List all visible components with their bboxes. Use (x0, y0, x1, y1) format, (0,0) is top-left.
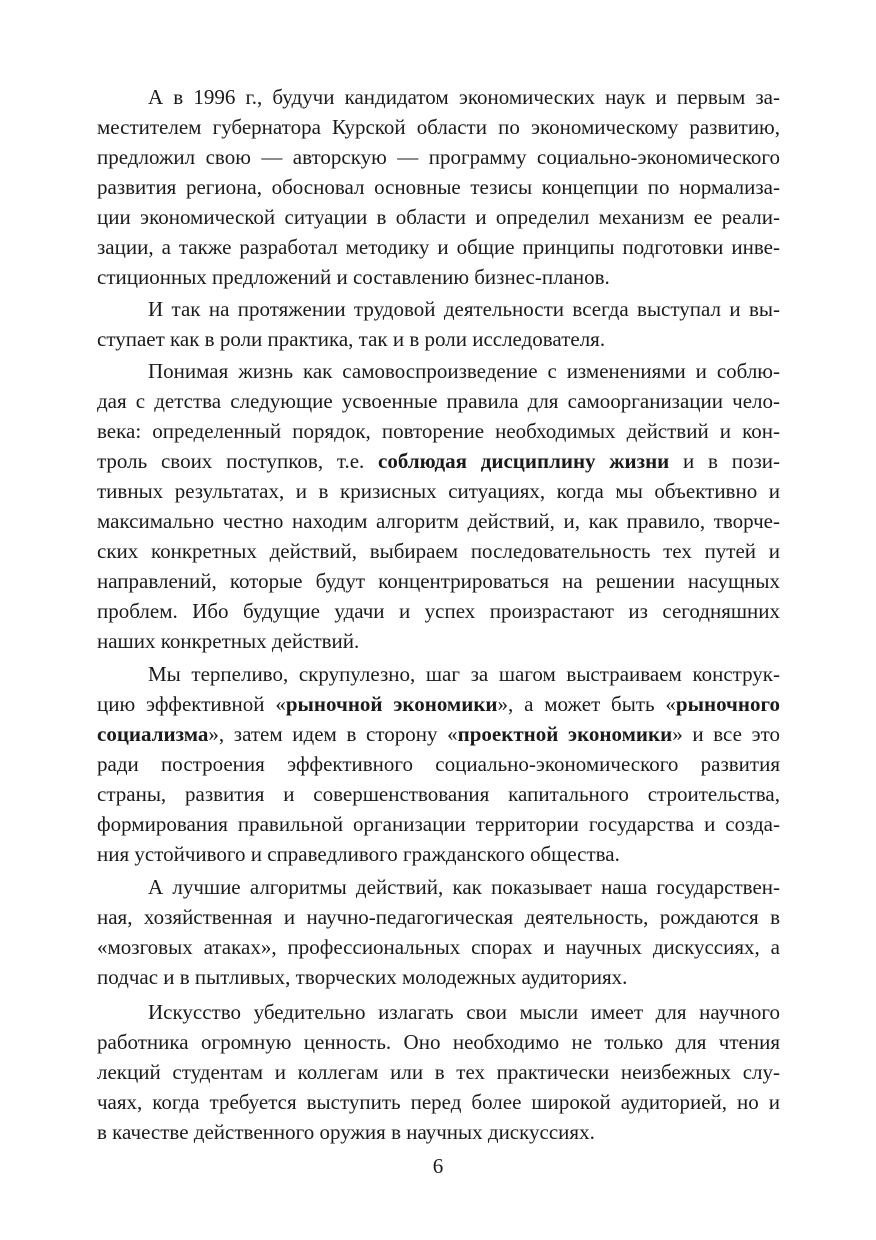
text-line (97, 536, 780, 566)
text-run: максимально честно находим алгоритм действий, и, как правило, творче- (97, 509, 780, 533)
text-line (97, 1117, 780, 1147)
text-run: ради построения эффективного социально-экономического развития (97, 752, 780, 776)
text-run: троль своих поступков, т.е. (97, 449, 379, 473)
paragraph (97, 659, 780, 869)
text-run: местителем губернатора Курской области по экономическому развитию, (97, 115, 780, 139)
paragraph (97, 872, 780, 992)
text-run: работника огромную ценность. Оно необходимо не только для чтения (97, 1030, 780, 1054)
text-line (97, 324, 780, 354)
text-run: », затем идем в сторону « (208, 722, 458, 746)
paragraph (97, 294, 780, 354)
text-run: ступает как в роли практика, так и в роли исследователя. (97, 327, 606, 351)
text-run: «мозговых атаках», профессиональных спорах и научных дискуссиях, а (97, 935, 780, 959)
text-line (97, 172, 780, 202)
page-number: 6 (432, 1154, 444, 1178)
body-text (97, 82, 780, 1147)
text-run: и в пози- (669, 449, 780, 473)
text-line (97, 506, 780, 536)
text-line (97, 997, 780, 1027)
text-run: И так на протяжении трудовой деятельности всегда выступал и вы- (148, 297, 780, 321)
text-run: чаях, когда требуется выступить перед более широкой аудиторией, но и (97, 1090, 780, 1114)
text-line (97, 1087, 780, 1117)
text-line (97, 142, 780, 172)
text-line (97, 872, 780, 902)
text-run: наших конкретных действий. (97, 629, 360, 653)
text-run: в качестве действенного оружия в научных дискуссиях. (97, 1120, 595, 1144)
paragraph (97, 82, 780, 292)
text-line (97, 202, 780, 232)
text-run: Мы терпеливо, скрупулезно, шаг за шагом выстраиваем конструк- (148, 662, 780, 686)
text-line (97, 356, 780, 386)
text-run: ских конкретных действий, выбираем последовательность тех путей и (97, 539, 780, 563)
text-line (97, 839, 780, 869)
text-line (97, 446, 780, 476)
text-line (97, 902, 780, 932)
bold-phrase: социализма (97, 722, 209, 746)
text-line (97, 749, 780, 779)
text-line (97, 386, 780, 416)
text-line (97, 719, 780, 749)
text-run: зации, а также разработал методику и общие принципы подготовки инве- (97, 235, 780, 259)
text-line (97, 82, 780, 112)
text-line (97, 779, 780, 809)
text-run: ния устойчивого и справедливого гражданского общества. (97, 842, 620, 866)
text-line (97, 1027, 780, 1057)
text-run: », а может быть « (497, 692, 676, 716)
text-run: » и все это (672, 722, 780, 746)
text-run: Искусство убедительно излагать свои мысли имеет для научного (148, 1000, 780, 1024)
text-run: лекций студентам и коллегам или в тех практически неизбежных слу- (97, 1060, 780, 1084)
text-run: Понимая жизнь как самовоспроизведение с изменениями и соблю- (148, 359, 780, 383)
text-line (97, 232, 780, 262)
text-line (97, 626, 780, 656)
text-run: дая с детства следующие усвоенные правила для самоорганизации чело- (97, 389, 780, 413)
text-line (97, 262, 780, 292)
text-line (97, 659, 780, 689)
text-run: проблем. Ибо будущие удачи и успех произрастают из сегодняшних (97, 599, 780, 623)
text-line (97, 932, 780, 962)
text-run: А лучшие алгоритмы действий, как показывает наша государствен- (148, 875, 780, 899)
text-run: стиционных предложений и составлению бизнес-планов. (97, 265, 610, 289)
text-run: страны, развития и совершенствования капитального строительства, (97, 782, 780, 806)
paragraph (97, 997, 780, 1147)
text-line (97, 112, 780, 142)
text-run: подчас и в пытливых, творческих молодежных аудиториях. (97, 965, 628, 989)
text-run: предложил свою — авторскую — программу социально-экономического (97, 145, 780, 169)
text-run: ная, хозяйственная и научно-педагогическая деятельность, рождаются в (97, 905, 780, 929)
text-line (97, 1057, 780, 1087)
text-run: А в 1996 г., будучи кандидатом экономических наук и первым за- (148, 85, 780, 109)
bold-phrase: рыночного (675, 692, 781, 716)
text-run: направлений, которые будут концентрироваться на решении насущных (97, 569, 780, 593)
text-run: тивных результатах, и в кризисных ситуациях, когда мы объективно и (97, 479, 780, 503)
text-line (97, 566, 780, 596)
bold-phrase: рыночной экономики (285, 692, 498, 716)
text-line (97, 809, 780, 839)
bold-phrase: проектной экономики (457, 722, 673, 746)
text-run: ции экономической ситуации в области и определил механизм ее реали- (97, 205, 780, 229)
text-run: века: определенный порядок, повторение необходимых действий и кон- (97, 419, 780, 443)
text-line (97, 596, 780, 626)
text-line (97, 962, 780, 992)
text-run: формирования правильной организации территории государства и созда- (97, 812, 780, 836)
text-line (97, 416, 780, 446)
bold-phrase: соблюдая дисциплину жизни (378, 449, 670, 473)
text-line (97, 689, 780, 719)
text-run: цию эффективной « (97, 692, 286, 716)
text-line (97, 294, 780, 324)
paragraph (97, 356, 780, 656)
text-run: развития региона, обосновал основные тезисы концепции по нормализа- (97, 175, 780, 199)
text-line (97, 476, 780, 506)
